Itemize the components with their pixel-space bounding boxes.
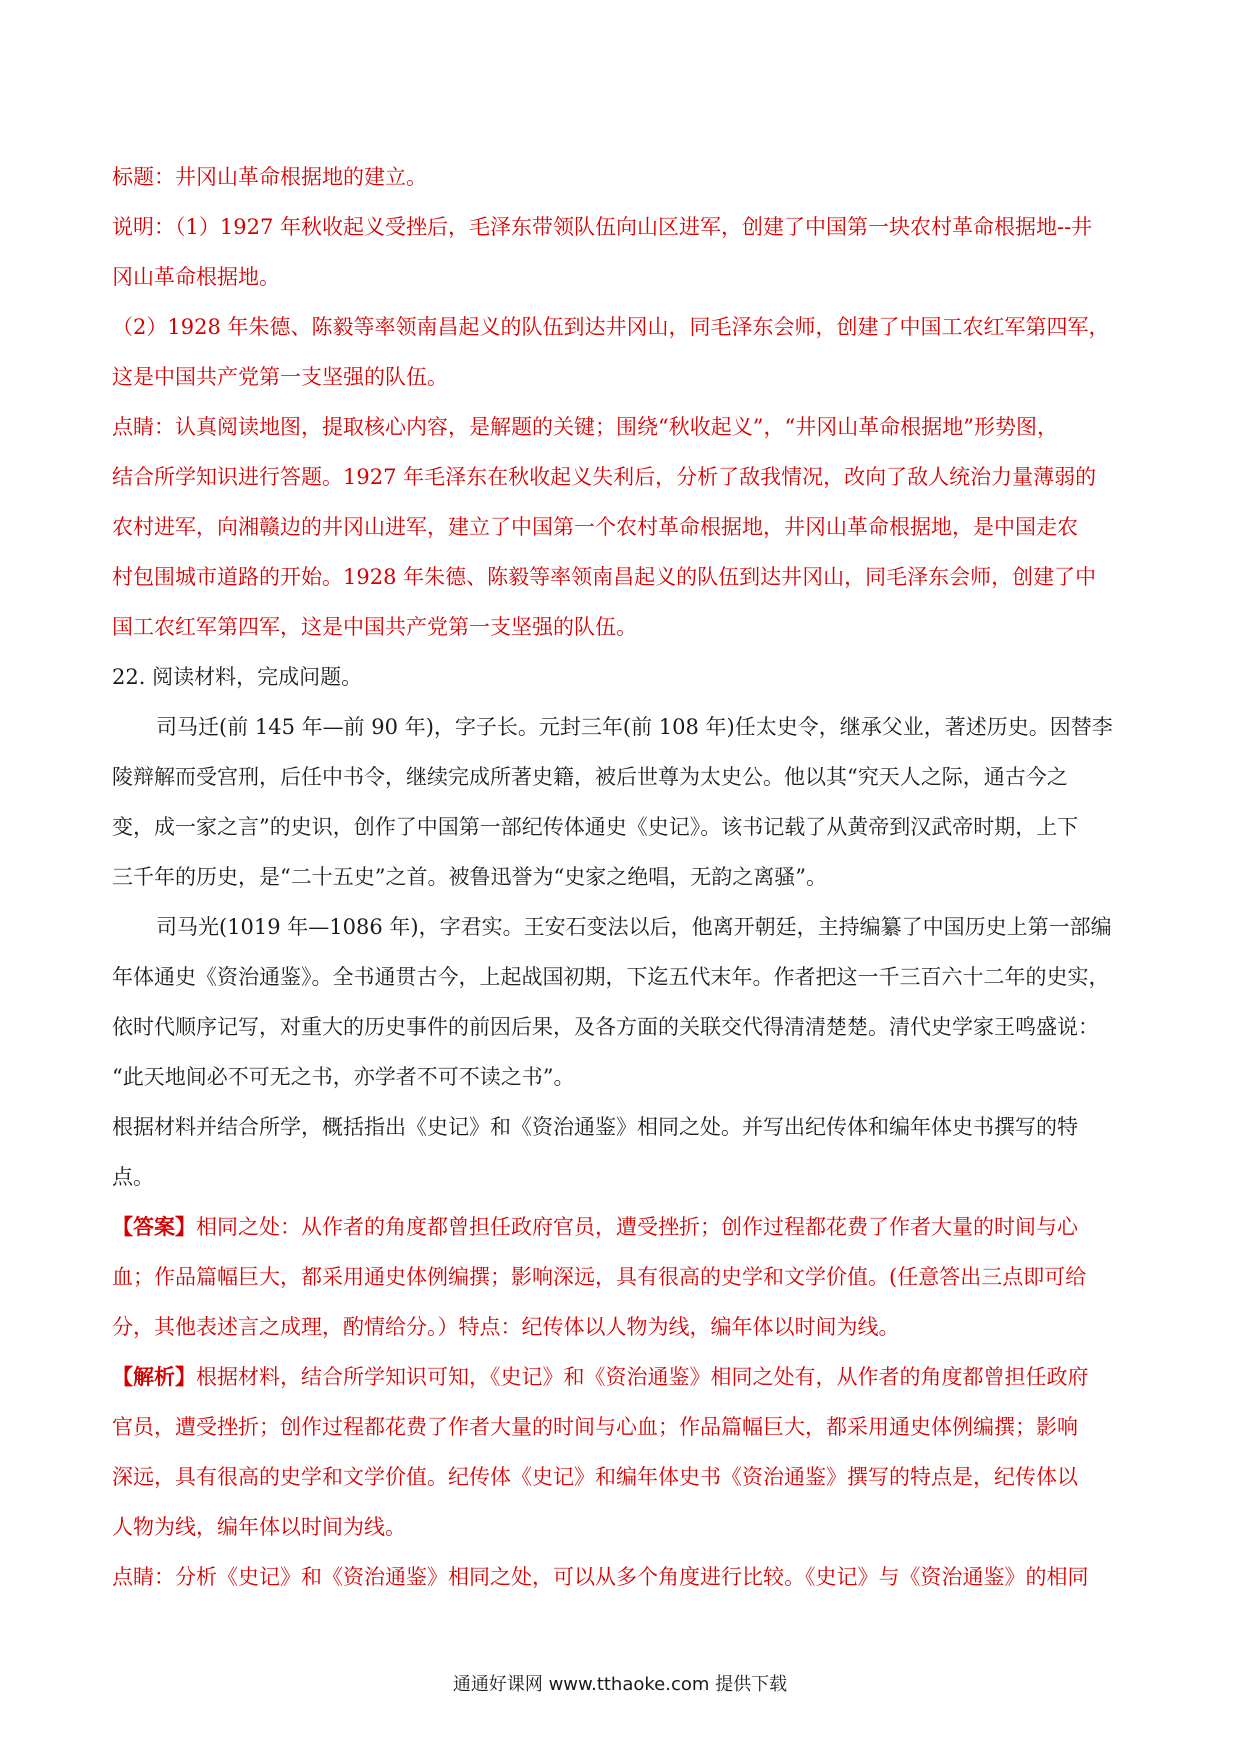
explanation-line: 冈山革命根据地。 — [112, 265, 280, 289]
material-paragraph-line: 陵辩解而受宫刑，后任中书令，继续完成所著史籍，被后世尊为太史公。他以其“究天人之际，通古今之 — [112, 765, 1068, 789]
answer-line — [112, 1202, 1136, 1252]
material-paragraph-line: 依时代顺序记写，对重大的历史事件的前因后果，及各方面的关联交代得清清楚楚。清代史学家王鸣盛说： — [112, 1015, 1099, 1039]
answer-text: 相同之处：从作者的角度都曾担任政府官员，遭受挫折；创作过程都花费了作者大量的时间与心 — [196, 1215, 1078, 1239]
analysis-text: 根据材料，结合所学知识可知，《史记》和《资治通鉴》相同之处有，从作者的角度都曾担任政府 — [196, 1365, 1089, 1389]
explanation-line: （2）1928 年朱德、陈毅等率领南昌起义的队伍到达井冈山，同毛泽东会师，创建了中国工农红军第四军， — [112, 315, 1110, 339]
answer-line: 血；作品篇幅巨大，都采用通史体例编撰；影响深远，具有很高的史学和文学价值。(任意答出三点即可给 — [112, 1265, 1087, 1289]
dianjing-line: 农村进军，向湘赣边的井冈山进军，建立了中国第一个农村革命根据地，井冈山革命根据地，是中国走农 — [112, 515, 1078, 539]
document-body — [112, 152, 1136, 1602]
question-prompt-line: 根据材料并结合所学，概括指出《史记》和《资治通鉴》相同之处。并写出纪传体和编年体史书撰写的特 — [112, 1115, 1078, 1139]
material-paragraph-line: 三千年的历史，是“二十五史”之首。被鲁迅誉为“史家之绝唱，无韵之离骚”。 — [112, 865, 827, 889]
dianjing-line: 国工农红军第四军，这是中国共产党第一支坚强的队伍。 — [112, 615, 637, 639]
material-paragraph-line: 司马迁(前 145 年—前 90 年)，字子长。元封三年(前 108 年)任太史令，继承父业，著述历史。因替李 — [156, 715, 1113, 739]
analysis-line: 官员，遭受挫折；创作过程都花费了作者大量的时间与心血；作品篇幅巨大，都采用通史体例编撰；影响 — [112, 1415, 1078, 1439]
title-line: 标题：井冈山革命根据地的建立。 — [112, 165, 427, 189]
material-paragraph-line: “此天地间必不可无之书，亦学者不可不读之书”。 — [112, 1065, 575, 1089]
material-paragraph-line: 年体通史《资治通鉴》。全书通贯古今，上起战国初期，下迄五代末年。作者把这一千三百六十二年的史实， — [112, 965, 1110, 989]
page-footer: 通通好课网 www.tthaoke.com 提供下载 — [452, 1674, 788, 1695]
analysis-line: 深远，具有很高的史学和文学价值。纪传体《史记》和编年体史书《资治通鉴》撰写的特点是，纪传体以 — [112, 1465, 1078, 1489]
analysis-line — [112, 1352, 1136, 1402]
material-paragraph-line: 司马光(1019 年—1086 年)，字君实。王安石变法以后，他离开朝廷，主持编纂了中国历史上第一部编 — [156, 915, 1112, 939]
analysis-tag: 【解析】 — [112, 1364, 196, 1389]
material-paragraph-line: 变，成一家之言”的史识，创作了中国第一部纪传体通史《史记》。该书记载了从黄帝到汉武帝时期，上下 — [112, 815, 1079, 839]
question-stem: 22. 阅读材料，完成问题。 — [112, 665, 363, 689]
dianjing-line: 点睛：认真阅读地图，提取核心内容，是解题的关键；围绕“秋收起义”，“井冈山革命根据地”形势图， — [112, 415, 1058, 439]
analysis-line: 人物为线，编年体以时间为线。 — [112, 1515, 406, 1539]
explanation-line: 这是中国共产党第一支坚强的队伍。 — [112, 365, 448, 389]
dianjing-line: 结合所学知识进行答题。1927 年毛泽东在秋收起义失利后，分析了敌我情况，改向了敌人统治力量薄弱的 — [112, 465, 1097, 489]
question-prompt-line: 点。 — [112, 1165, 154, 1189]
explanation-line: 说明：（1）1927 年秋收起义受挫后，毛泽东带领队伍向山区进军，创建了中国第一块农村革命根据地--井 — [112, 215, 1093, 239]
dianjing-line: 村包围城市道路的开始。1928 年朱德、陈毅等率领南昌起义的队伍到达井冈山，同毛泽东会师，创建了中 — [112, 565, 1097, 589]
answer-tag: 【答案】 — [112, 1214, 196, 1239]
dianjing-line: 点睛：分析《史记》和《资治通鉴》相同之处，可以从多个角度进行比较。《史记》与《资治通鉴》的相同 — [112, 1565, 1089, 1589]
answer-line: 分，其他表述言之成理，酌情给分。）特点：纪传体以人物为线，编年体以时间为线。 — [112, 1315, 900, 1339]
